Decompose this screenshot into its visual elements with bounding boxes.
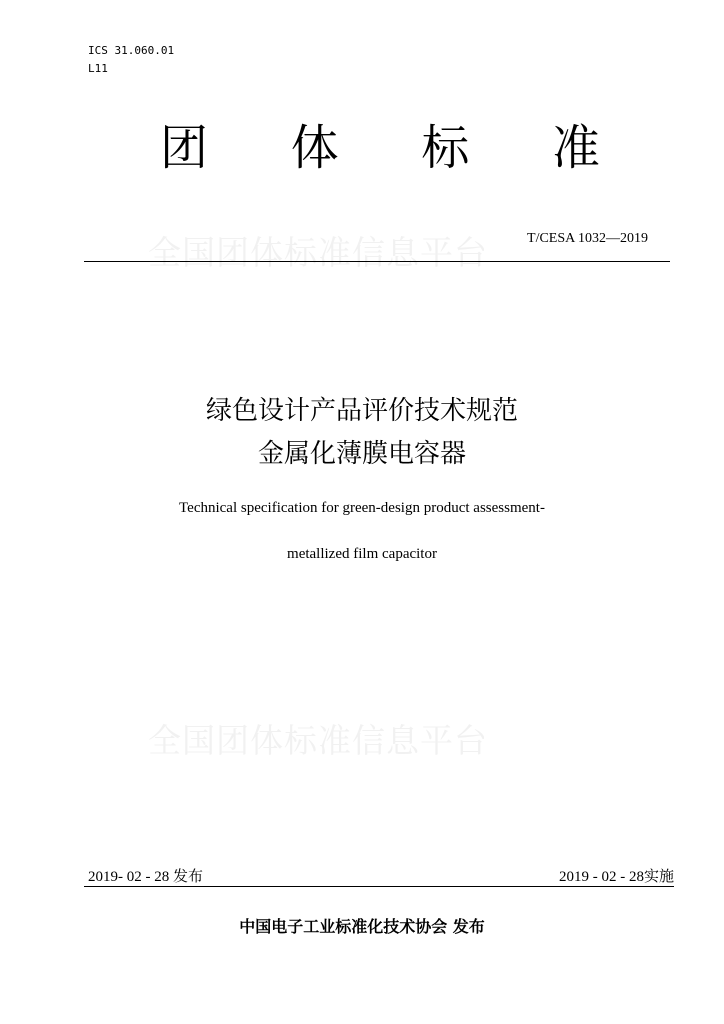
chinese-title-line-1: 绿色设计产品评价技术规范 xyxy=(205,396,518,426)
implementation-date xyxy=(559,866,674,887)
publish-date-label: 发布 xyxy=(173,867,204,885)
english-title-line-1: Technical specification for green-design product assessment- xyxy=(179,500,545,516)
footer-divider xyxy=(84,886,674,887)
standard-number: T/CESA 1032—2019 xyxy=(527,231,648,246)
watermark-bottom: 全国团体标准信息平台 xyxy=(148,721,488,760)
english-title-line-2: metallized film capacitor xyxy=(287,546,437,562)
issuing-organization: 中国电子工业标准化技术协会 发布 xyxy=(239,917,485,936)
implementation-date-value: 2019 - 02 - 28 xyxy=(558,869,644,885)
chinese-title-line-2: 金属化薄膜电容器 xyxy=(257,439,466,469)
header-divider xyxy=(84,261,670,262)
watermark-top: 全国团体标准信息平台 xyxy=(148,233,488,272)
document-type-char: 体 xyxy=(290,120,339,176)
document-type-char: 标 xyxy=(421,120,470,176)
publish-date xyxy=(88,866,203,887)
publish-date-value: 2019- 02 - 28 xyxy=(88,869,170,885)
document-type-char: 准 xyxy=(551,120,600,176)
ics-code: ICS 31.060.01 xyxy=(88,44,175,57)
implementation-date-label: 实施 xyxy=(643,867,674,885)
document-type-char: 团 xyxy=(160,120,209,176)
classification-code: L11 xyxy=(88,62,108,75)
document-type-heading xyxy=(160,118,600,178)
